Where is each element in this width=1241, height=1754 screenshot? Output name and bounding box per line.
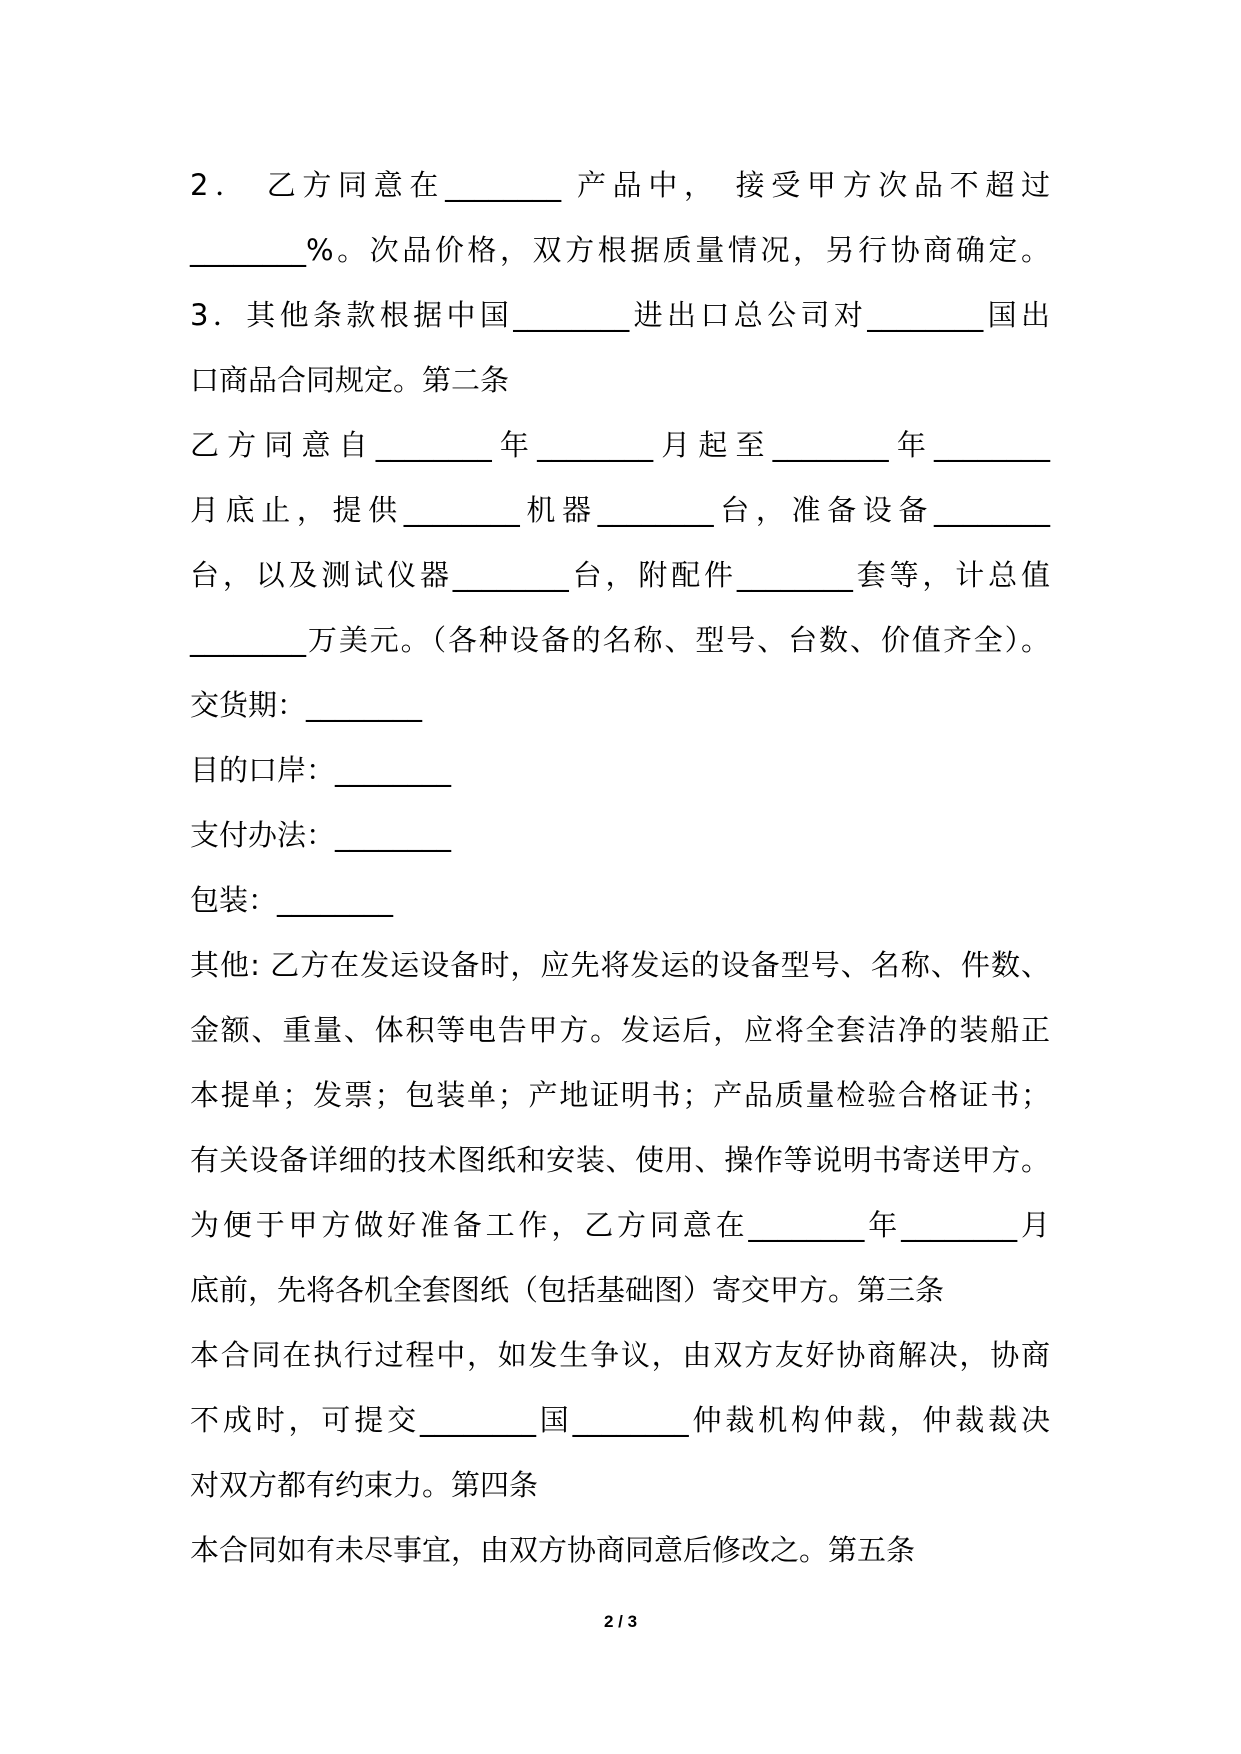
text-line: 本提单；发票；包装单；产地证明书；产品质量检验合格证书； (190, 1078, 1050, 1112)
text-line: 对双方都有约束力。第四条 (190, 1468, 539, 1502)
page-number: 2 / 3 (603, 1612, 638, 1631)
text-line: 支付办法：________ (190, 818, 452, 852)
text-line: 乙方同意自________年________月起至________年________ (190, 428, 1050, 462)
text-line: 交货期：________ (190, 688, 423, 722)
text-line: 台，以及测试仪器________台，附配件________套等，计总值 (190, 558, 1050, 592)
text-line: 有关设备详细的技术图纸和安装、使用、操作等说明书寄送甲方。 (190, 1143, 1050, 1177)
text-line: 口商品合同规定。第二条 (190, 363, 510, 397)
text-line: 金额、重量、体积等电告甲方。发运后，应将全套洁净的装船正 (190, 1013, 1050, 1047)
text-line: 目的口岸：________ (190, 753, 452, 787)
text-line: 本合同在执行过程中，如发生争议，由双方友好协商解决，协商 (190, 1338, 1050, 1372)
text-line: ________万美元。（各种设备的名称、型号、台数、价值齐全）。 (190, 623, 1050, 657)
text-line: 月底止，提供________机器________台，准备设备________ (190, 493, 1050, 527)
text-line: 2． 乙方同意在________ 产品中， 接受甲方次品不超过 (190, 168, 1050, 202)
text-line: 为便于甲方做好准备工作，乙方同意在________年________月 (190, 1208, 1050, 1242)
text-line: 其他: 乙方在发运设备时，应先将发运的设备型号、名称、件数、 (190, 948, 1050, 982)
text-line: 底前，先将各机全套图纸（包括基础图）寄交甲方。第三条 (190, 1273, 945, 1307)
text-line: ________%。次品价格，双方根据质量情况，另行协商确定。 (190, 233, 1050, 267)
text-line: 不成时，可提交________国________仲裁机构仲裁，仲裁裁决 (190, 1403, 1050, 1437)
text-line: 3．其他条款根据中国________进出口总公司对________国出 (190, 298, 1050, 332)
text-line: 本合同如有未尽事宜，由双方协商同意后修改之。第五条 (190, 1533, 916, 1567)
text-line: 包装：________ (190, 883, 394, 917)
